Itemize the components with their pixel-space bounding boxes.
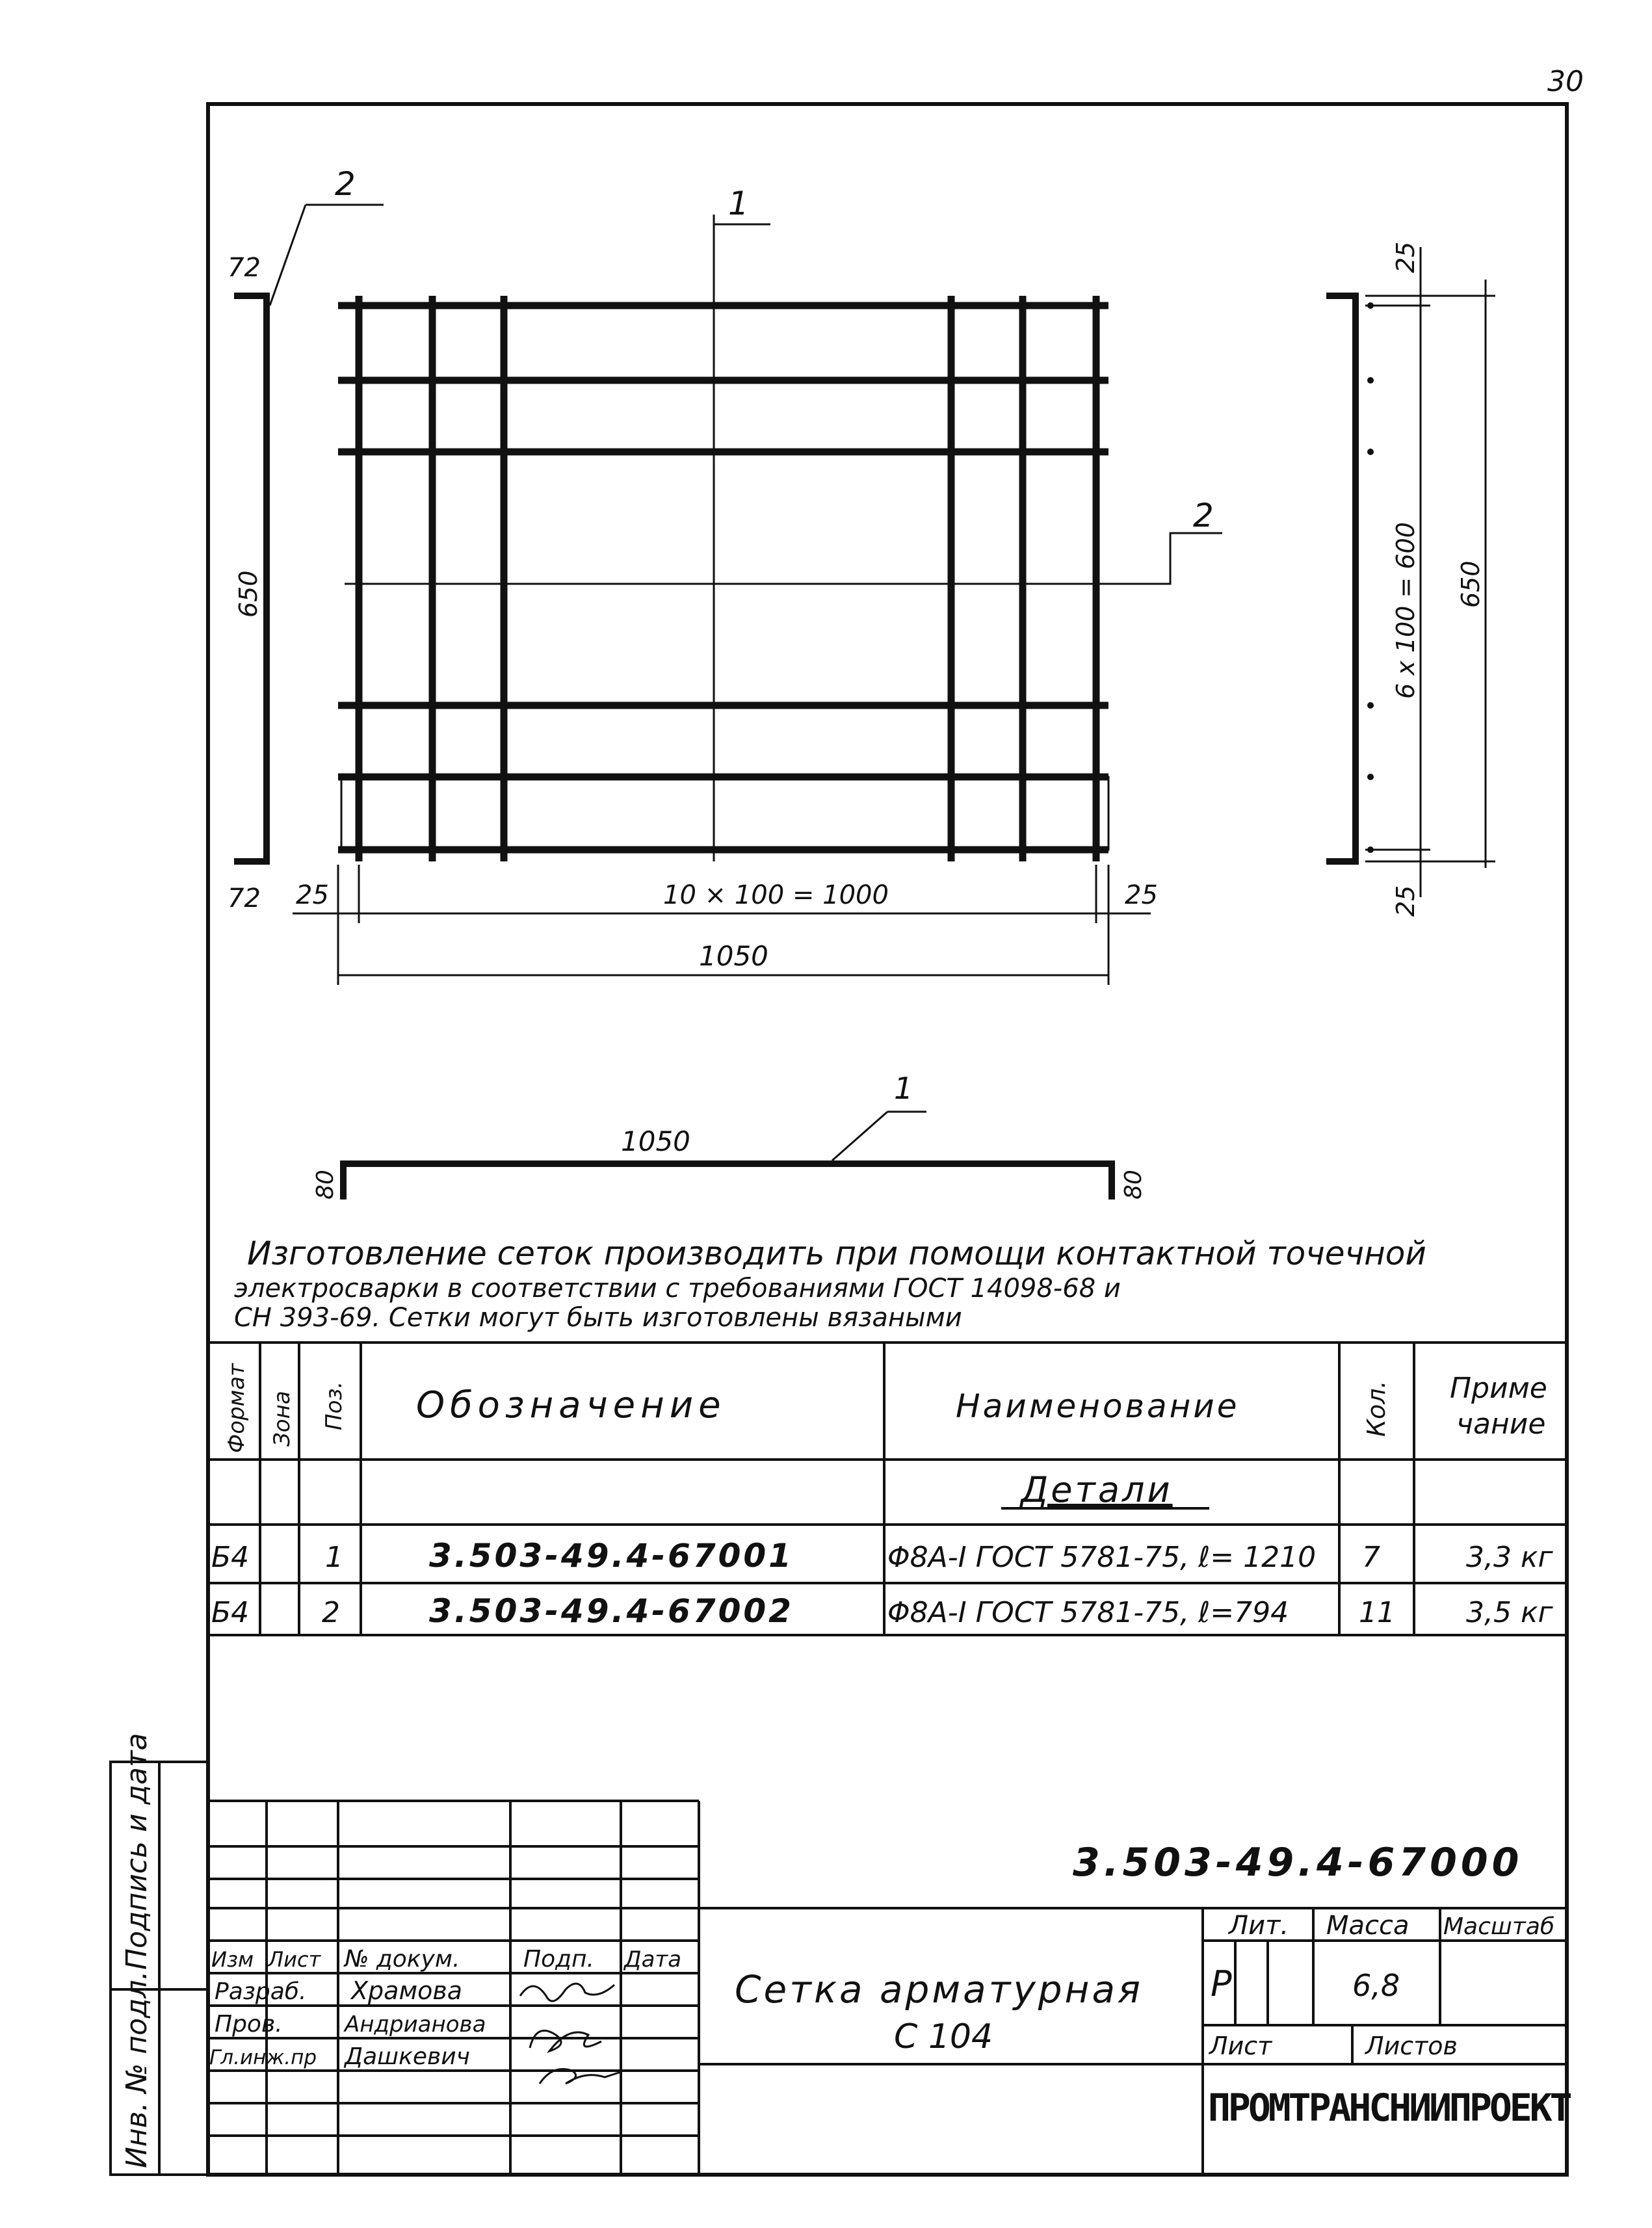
row-name: Φ8A-I ГОСТ 5781-75, ℓ= 1210: [887, 1541, 1317, 1574]
dim-right-total: 650: [1456, 560, 1485, 608]
note-line-3: СН 393-69. Сетки могут быть изготовлены вязаными: [234, 1303, 962, 1333]
right-profile: [1326, 242, 1495, 917]
dim-right-top: 25: [1391, 241, 1420, 273]
tb-sheets-label: Листов: [1365, 2032, 1458, 2060]
row-format: Б4: [211, 1541, 250, 1574]
tb-name-checker: Андрианова: [345, 2012, 486, 2038]
bar-pos1-detail: [312, 1071, 1147, 1199]
header-name: Наименование: [956, 1387, 1240, 1425]
dim-bar-left-hook: 80: [312, 1170, 339, 1199]
section-details: Детали: [1021, 1469, 1173, 1510]
tb-lit-label: Лит.: [1229, 1911, 1289, 1941]
dim-left-top: 72: [228, 253, 261, 283]
tb-sheet-label: Лист: [1209, 2032, 1272, 2060]
row-designation: 3.503-49.4-67001: [429, 1537, 794, 1575]
dim-left-height: 650: [234, 570, 263, 618]
table-row: [211, 1537, 1554, 1575]
tb-title-line1: Сетка арматурная: [735, 1967, 1143, 2012]
tb-title-line2: С 104: [894, 2017, 993, 2056]
header-designation: Обозначение: [416, 1384, 726, 1426]
tb-name-chief: Дашкевич: [345, 2043, 470, 2070]
side-stamp: [111, 1733, 208, 2175]
dim-bar-right-hook: 80: [1120, 1170, 1147, 1199]
header-pos: Поз.: [321, 1381, 347, 1430]
dim-bottom-left: 25: [296, 880, 329, 910]
dim-bottom-total: 1050: [699, 940, 768, 972]
stamp-signature-date: Подпись и дата: [120, 1733, 153, 1970]
tb-col-list: Лист: [268, 1947, 321, 1972]
dim-right-span: 6 x 100 = 600: [1391, 522, 1420, 699]
row-qty: 7: [1362, 1541, 1380, 1574]
tb-scale-label: Масштаб: [1443, 1913, 1555, 1940]
row-format: Б4: [211, 1596, 250, 1629]
sheet-number: 30: [1547, 65, 1584, 98]
table-row: [211, 1592, 1554, 1630]
tb-code: 3.503-49.4-67000: [1073, 1840, 1523, 1885]
tb-name-developer: Храмова: [351, 1976, 463, 2005]
title-block: [208, 1801, 1571, 2175]
dim-bottom-right: 25: [1125, 880, 1158, 910]
dim-right-bottom: 25: [1391, 885, 1420, 917]
fabrication-note: [234, 1235, 1426, 1333]
row-note: 3,3 кг: [1466, 1541, 1553, 1574]
tb-mass-value: 6,8: [1352, 1968, 1400, 2003]
header-note-2: чание: [1456, 1408, 1546, 1441]
row-pos: 1: [325, 1541, 343, 1574]
row-qty: 11: [1359, 1596, 1395, 1629]
pos2-label-right: 2: [1193, 497, 1214, 534]
spec-table: [208, 1343, 1567, 1635]
row-name: Φ8A-I ГОСТ 5781-75, ℓ=794: [887, 1596, 1289, 1629]
pos1-label-bar: 1: [894, 1071, 913, 1106]
tb-lit-value: Р: [1211, 1963, 1232, 2004]
tb-col-date: Дата: [624, 1946, 682, 1972]
header-zone: Зона: [269, 1391, 295, 1447]
pos2-label-top: 2: [335, 165, 356, 203]
tb-organization: ПРОМТРАНСНИИПРОЕКТ: [1208, 2086, 1570, 2130]
header-note-1: Приме: [1450, 1372, 1547, 1405]
row-note: 3,5 кг: [1466, 1596, 1553, 1629]
dim-bar-length: 1050: [621, 1125, 690, 1157]
pos1-label-top: 1: [728, 185, 749, 222]
row-pos: 2: [322, 1596, 340, 1629]
header-qty: Кол.: [1362, 1380, 1391, 1437]
dim-left-bottom: 72: [228, 884, 261, 913]
note-line-1: Изготовление сеток производить при помощи контактной точечной: [247, 1235, 1426, 1272]
dim-bottom-span: 10 × 100 = 1000: [663, 880, 889, 910]
note-line-2: электросварки в соответствии с требованиями ГОСТ 14098-68 и: [234, 1274, 1121, 1304]
horizontal-bars: [338, 306, 1108, 850]
mesh-plan: [338, 185, 1222, 861]
tb-role-developer: Разраб.: [215, 1978, 307, 2005]
tb-role-chief: Гл.инж.пр: [209, 2046, 317, 2069]
row-designation: 3.503-49.4-67002: [429, 1592, 794, 1630]
tb-role-checker: Пров.: [215, 2011, 283, 2038]
tb-col-sign: Подп.: [523, 1946, 594, 1972]
header-format: Формат: [224, 1363, 250, 1453]
signatures: [520, 1984, 621, 2084]
tb-col-izm: Изм: [211, 1947, 254, 1972]
tb-mass-label: Масса: [1326, 1911, 1409, 1941]
tb-col-doc: № докум.: [345, 1946, 460, 1972]
stamp-inv-no: Инв. № подл.: [120, 1971, 153, 2168]
